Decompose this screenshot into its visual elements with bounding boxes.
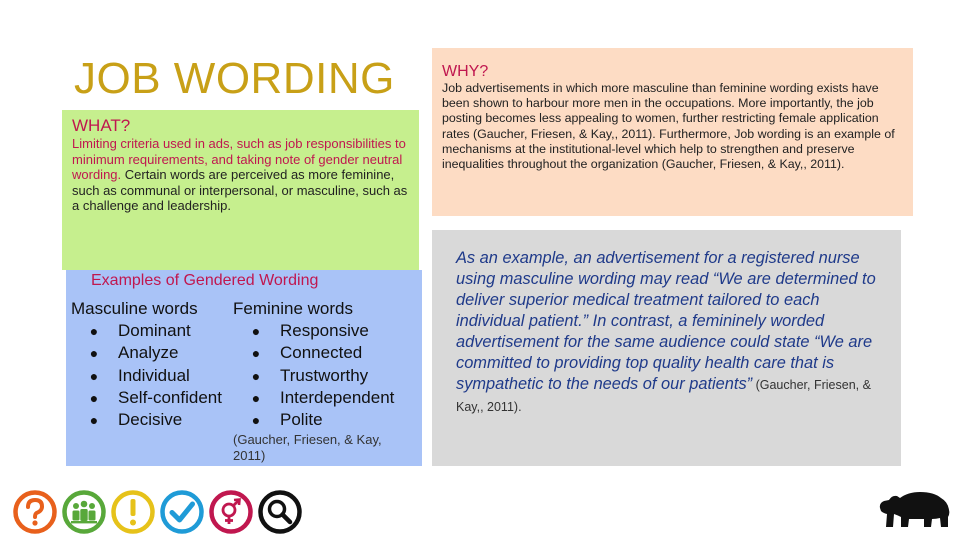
magnifier-icon [257, 489, 303, 535]
bullet-icon: ● [251, 323, 261, 339]
what-heading: WHAT? [72, 116, 131, 135]
why-body: Job advertisements in which more masculine than feminine wording exists have been shown to harbour more men in the occupations. More importantly, the job posting becomes less appealing to women, further restricting female application rates (Gaucher, Friesen, & Kay,, 2011). Furthermore, Job wording is an example of mechanisms at the institutional-level which help to strengthen and preserve inequalities throughout the organization (Gaucher, Friesen, & Kay,, 2011). [442, 81, 895, 172]
example-body [456, 248, 881, 418]
list-item [233, 342, 394, 364]
example-citation: (Gaucher, Friesen, & Kay,, 2011). [456, 378, 871, 414]
bullet-icon: ● [89, 412, 99, 429]
list-item [233, 320, 394, 342]
bullet-icon: ● [251, 345, 261, 362]
bullet-icon: ● [251, 389, 261, 406]
examples-heading: Examples of Gendered Wording [91, 272, 319, 289]
what-body [72, 136, 409, 214]
bear-logo-icon [876, 486, 952, 530]
bullet-icon: ● [89, 389, 99, 406]
why-box [432, 48, 913, 216]
checkmark-icon [159, 489, 205, 535]
example-text: As an example, an advertisement for a registered nurse using masculine wording may read “We are determined to deliver superior medical treatment tailored to each individual patient.” In contrast, a femininely worded advertisement for the same audience could state “We are committed to providing top quality health care that is sympathetic to the needs of our patients” [456, 249, 876, 393]
list-item [233, 409, 394, 431]
list-item [233, 365, 394, 387]
list-item-label: Connected [280, 343, 363, 363]
examples-citation: (Gaucher, Friesen, & Kay, 2011) [233, 432, 382, 463]
list-item-label: Individual [118, 365, 190, 385]
list-item [71, 342, 222, 364]
feminine-list [233, 320, 394, 431]
page-title: JOB WORDING [74, 54, 395, 103]
bullet-icon: ● [89, 345, 99, 362]
list-item-label: Self-confident [118, 387, 222, 407]
question-icon [12, 489, 58, 535]
masculine-column [71, 298, 222, 431]
list-item [233, 387, 394, 409]
list-item-label: Decisive [118, 410, 183, 430]
masculine-title: Masculine words [71, 299, 198, 318]
list-item-label: Polite [280, 410, 323, 430]
what-rest: Certain words are perceived as more feminine, such as communal or interpersonal, or masculine, such as a challenge and leadership. [72, 167, 408, 213]
exclamation-icon [110, 489, 156, 535]
bullet-icon: ● [251, 412, 261, 429]
list-item-label: Trustworthy [280, 365, 369, 385]
list-item [71, 365, 222, 387]
list-item-label: Dominant [118, 321, 191, 340]
list-item [71, 320, 222, 342]
list-item-label: Interdependent [280, 387, 395, 407]
list-item [71, 409, 222, 431]
bullet-icon: ● [251, 367, 261, 384]
feminine-title: Feminine words [233, 299, 353, 318]
list-item-label: Analyze [118, 343, 179, 363]
bullet-icon: ● [89, 367, 99, 384]
why-heading: WHY? [442, 63, 489, 80]
gender-icon [208, 489, 254, 535]
what-box [62, 110, 419, 270]
masculine-list [71, 320, 222, 431]
bullet-icon: ● [89, 323, 99, 339]
examples-box [66, 270, 422, 466]
example-box [432, 230, 901, 466]
people-icon [61, 489, 107, 535]
list-item [71, 387, 222, 409]
list-item-label: Responsive [280, 321, 369, 340]
what-highlight: Limiting criteria used in ads, such as job responsibilities to minimum requirements, and taking note of gender neutral wording. [72, 136, 406, 182]
feminine-column [233, 298, 394, 431]
